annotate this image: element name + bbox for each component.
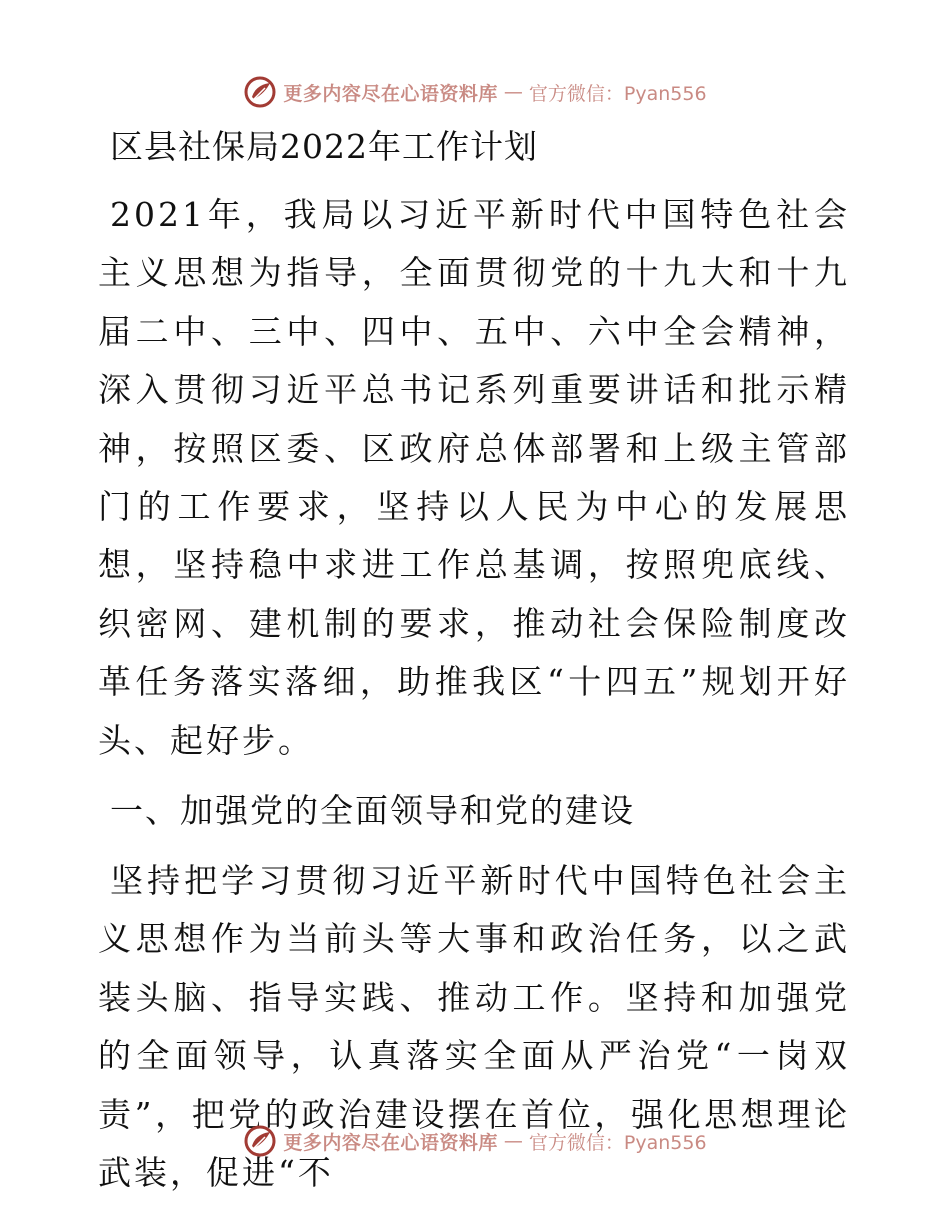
watermark-header [0,72,950,112]
watermark-logo-icon [243,75,277,109]
watermark-footer [0,1121,950,1161]
intro-paragraph: 2021年，我局以习近平新时代中国特色社会主义思想为指导，全面贯彻党的十九大和十九届二中、三中、四中、五中、六中全会精神，深入贯彻习近平总书记系列重要讲话和批示精神，按照区委、区政府总体部署和上级主管部门的工作要求，坚持以人民为中心的发展思想，坚持稳中求进工作总基调，按照兜底线、织密网、建机制的要求，推动社会保险制度改革任务落实落细，助推我区“十四五”规划开好头、起好步。 [98,195,850,760]
watermark-contact: 官方微信：Pyan556 [528,1131,707,1154]
watermark-brand: 更多内容尽在心语资料库 [283,1131,498,1154]
watermark-separator: — [503,81,523,103]
document-title: 区县社保局2022年工作计划 [110,127,538,166]
watermark-separator: — [503,1130,523,1152]
section-1-heading: 一、加强党的全面领导和党的建设 [110,791,635,831]
document-body [98,118,850,1215]
watermark-logo-icon [243,1124,277,1158]
watermark-brand: 更多内容尽在心语资料库 [283,82,498,105]
watermark-contact: 官方微信：Pyan556 [528,82,707,105]
section-1-paragraph: 坚持把学习贯彻习近平新时代中国特色社会主义思想作为当前头等大事和政治任务，以之武装头脑、指导实践、推动工作。坚持和加强党的全面领导，认真落实全面从严治党“一岗双责”，把党的政治建设摆在首位，强化思想理论武装，促进“不 [98,861,850,1193]
